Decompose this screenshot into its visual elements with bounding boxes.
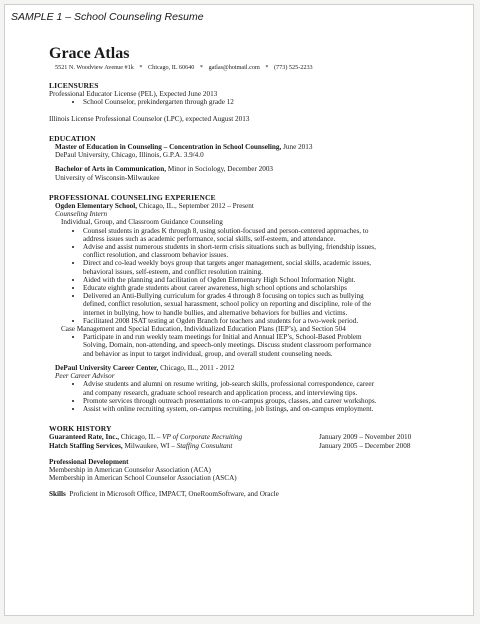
contact-separator: * [265,64,269,71]
skills-text: Proficient in Microsoft Office, IMPACT, OneRoomSoftware, and Oracle [69,490,279,499]
job-ogden-duties-2 [49,333,459,358]
list-item-continuation: and behavior as input to target individual, group, and overall student counseling needs. [83,349,333,358]
work-org: Guaranteed Rate, Inc., [49,433,120,442]
contact-city: Chicago, IL 60640 [148,64,195,71]
resume-page [4,4,474,616]
degree-title: Bachelor of Arts in Communication, [55,165,167,174]
list-item-continuation: conflict resolution, and classroom behavior issues. [83,251,229,260]
list-item: • Counsel students in grades K through 8, using solution-focused and person-centered approaches, to [83,227,459,235]
list-item: • Participate in and run weekly team meetings for Initial and Annual IEP’s, School-Based Problem [83,333,459,341]
list-item: • School Counselor, prekindergarten through grade 12 [83,98,459,106]
sample-label: SAMPLE 1 – School Counseling Resume [11,11,204,23]
education-masters [49,143,459,151]
job-ogden [49,202,459,210]
list-item: • Direct and co-lead weekly boys group that targets anger management, social skills, academic issues, [83,259,459,267]
work-location: Milwaukee, WI – [122,441,177,450]
list-item: • Advise students and alumni on resume writing, job-search skills, professional correspondence, career [83,380,459,388]
list-item-continuation: address issues such as academic performance, social skills, self-esteem, and attendance. [83,234,336,243]
list-item: • Delivered an Anti-Bullying curriculum for grades 4 through 8 focusing on topics such as bullying [83,292,459,300]
work-history-entry [49,442,232,450]
job-ogden-duties [49,227,459,325]
work-role: VP of Corporate Recruiting [162,433,243,442]
job-detail: Chicago, IL., September 2012 – Present [137,202,254,211]
section-title-experience: PROFESSIONAL COUNSELING EXPERIENCE [49,192,216,202]
license-pel-list [49,98,459,106]
section-title-education: EDUCATION [49,133,96,143]
candidate-name: Grace Atlas [49,45,130,62]
contact-separator: * [139,64,143,71]
degree-detail: Minor in Sociology, December 2003 [166,165,274,174]
list-item: • Aided with the planning and facilitation of Ogden Elementary High School Information Night. [83,276,459,284]
job-depaul [49,364,459,372]
job-role: Counseling Intern [55,210,108,219]
section-title-work-history: WORK HISTORY [49,424,112,434]
list-item: • Facilitated 2008 ISAT testing at Ogden Branch for teachers and students for a two-week period. [83,317,459,325]
contact-address: 5521 N. Woodview Avenue #1k [55,64,134,71]
contact-email: gatlas@hotmail.com [208,64,260,71]
list-item-continuation: Solving, Domain, non-attending, and speech-only meetings. Discuss student classroom performance [83,341,372,350]
job-org: DePaul University Career Center, [55,363,159,372]
development-item: Membership in American Counselor Association (ACA) [49,465,211,474]
list-item: • Assist with online recruiting system, on-campus recruiting, job listings, and on-campus employment. [83,405,459,413]
list-item-continuation: and company research, graduate school research and application process, and interviewing tips. [83,388,358,397]
work-history-item [49,442,459,450]
license-pel: Professional Educator License (PEL), Expected June 2013 [49,90,218,99]
license-lpc: Illinois License Professional Counselor (LPC), expected August 2013 [49,114,250,123]
work-dates: January 2009 – November 2010 [319,433,412,442]
job-subsection: Individual, Group, and Classroom Guidance Counseling [61,218,223,227]
contact-separator: * [199,64,204,71]
work-dates: January 2005 – December 2008 [319,441,411,450]
list-item: • Educate eighth grade students about career awareness, high school options and scholarships [83,284,459,292]
list-item-continuation: behavioral issues, self-esteem, and conflict resolution training. [83,267,263,276]
contact-phone: (773) 525-2233 [273,64,313,71]
work-role: Staffing Consultant [176,441,233,450]
work-org: Hatch Staffing Services, [49,441,123,450]
contact-line [49,64,459,72]
work-history-item [49,433,459,441]
job-depaul-duties [49,380,459,413]
skills-label: Skills [49,490,66,499]
job-subsection: Case Management and Special Education, Individualized Education Plans (IEP’s), and Section 504 [61,325,346,334]
skills-line [49,490,459,498]
job-role: Peer Career Advisor [55,372,115,381]
section-title-licensures: LICENSURES [49,81,99,90]
section-title-development: Professional Development [49,457,129,466]
list-item: • Advise and assist numerous students in short-term crisis situations such as bullying, friendship issues, [83,243,459,251]
education-masters-school: DePaul University, Chicago, Illinois, G.P.A. 3.9/4.0 [55,151,204,160]
resume-content [49,45,459,499]
degree-date: June 2013 [281,143,313,152]
work-history-entry [49,433,242,441]
job-detail: Chicago, IL., 2011 - 2012 [158,363,235,372]
education-bachelors-school: University of Wisconsin-Milwaukee [55,173,160,182]
development-item: Membership in American School Counselor Association (ASCA) [49,474,237,483]
degree-title: Master of Education in Counseling – Concentration in School Counseling, [55,143,282,152]
work-location: Chicago, IL – [119,433,163,442]
list-item-continuation: defined, conflict resolution, sexual harassment, school policy on reporting and discipline, role of the [83,300,372,309]
list-item: • Promote services through outreach presentations to on-campus groups, classes, and career workshops. [83,397,459,405]
list-item-continuation: internet in bullying, how to handle bullies, and alternative behaviors for bullies and victims. [83,308,348,317]
job-org: Ogden Elementary School, [55,202,138,211]
education-bachelors [49,165,459,173]
